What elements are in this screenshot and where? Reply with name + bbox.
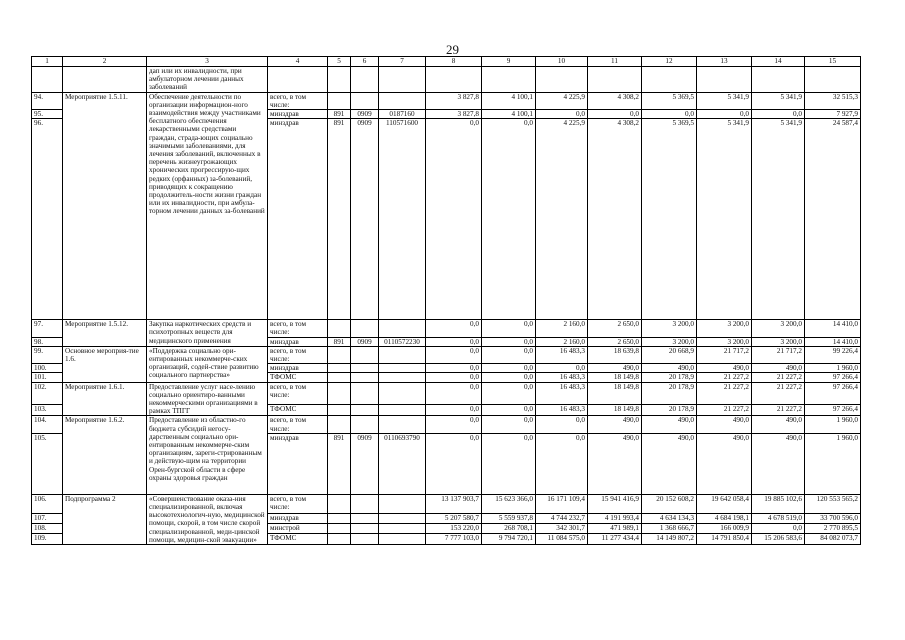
value-cell: 3 200,0: [642, 337, 697, 346]
measure-name: Основное мероприя-тие 1.6.: [63, 346, 147, 382]
table-body: [32, 57, 861, 545]
value-cell: 490,0: [642, 416, 697, 433]
code-grbs: 891: [328, 433, 351, 494]
row-number: 99.: [32, 346, 63, 363]
value-cell: 21 227,2: [697, 382, 752, 405]
cell-empty: [351, 67, 379, 93]
code-target: [379, 346, 426, 363]
row-number: 106.: [32, 494, 63, 513]
code-target: [379, 513, 426, 523]
value-cell: 4 100,1: [482, 110, 536, 119]
value-cell: 490,0: [752, 416, 805, 433]
value-cell: 1 960,0: [805, 433, 861, 494]
value-cell: 21 717,2: [752, 346, 805, 363]
value-cell: 0,0: [482, 337, 536, 346]
value-cell: 11 084 575,0: [536, 534, 588, 545]
value-cell: 4 308,2: [588, 119, 642, 320]
value-cell: 0,0: [426, 373, 482, 382]
measure-name: Мероприятие 1.6.1.: [63, 382, 147, 416]
value-cell: 24 587,4: [805, 119, 861, 320]
header-cell: 13: [697, 57, 752, 67]
code-target: 110571600: [379, 119, 426, 320]
value-cell: 2 160,0: [536, 320, 588, 337]
value-cell: 4 634 134,3: [642, 513, 697, 523]
row-number: 102.: [32, 382, 63, 405]
source-cell: минздрав: [268, 119, 328, 320]
row-number: 98.: [32, 337, 63, 346]
measure-description: «Поддержка социально ори-ентированных некоммерче-ских организаций, содей-ствие развитию социального партнерства»: [147, 346, 268, 382]
value-cell: 3 200,0: [697, 320, 752, 337]
value-cell: 14 410,0: [805, 337, 861, 346]
code-grbs: [328, 513, 351, 523]
value-cell: 0,0: [426, 119, 482, 320]
header-cell: 12: [642, 57, 697, 67]
value-cell: 15 941 416,9: [588, 494, 642, 513]
header-cell: 10: [536, 57, 588, 67]
code-section: [351, 523, 379, 533]
cell-empty: [805, 67, 861, 93]
cell-empty: [268, 67, 328, 93]
row-number: 107.: [32, 513, 63, 523]
code-section: 0909: [351, 119, 379, 320]
value-cell: 0,0: [752, 523, 805, 533]
value-cell: 1 368 666,7: [642, 523, 697, 533]
value-cell: 0,0: [482, 382, 536, 405]
value-cell: 4 744 232,7: [536, 513, 588, 523]
code-target: [379, 382, 426, 405]
value-cell: 19 642 058,4: [697, 494, 752, 513]
header-cell: 11: [588, 57, 642, 67]
value-cell: 490,0: [588, 364, 642, 373]
header-cell: 6: [351, 57, 379, 67]
measure-description: Предоставление из областно-го бюджета субсидий негосу-дарственным социально ори-ентированным некоммерче-ским организациям, зареги-стрированным и действую-щим на территории Орен-бургской области в сфере охраны здоровья граждан: [147, 416, 268, 494]
code-target: [379, 523, 426, 533]
code-target: 0110572230: [379, 337, 426, 346]
measure-description: Обеспечение деятельности по организации информацион-ного взаимодействия между участниками бесплатного обеспечения лекарственными средствами граждан, страда-ющих социально значимыми заболеваниями, для лечения заболеваний, включенных в перечень жизнеугрожающих хронических прогрессирую-щих редких (орфанных) за-болеваний, приводящих к сокращению продолжитель-ности жизни граждан или их инвалидности, при амбула-торном лечении данных за-болеваний: [147, 92, 268, 320]
table-row: [32, 416, 861, 433]
header-cell: 9: [482, 57, 536, 67]
value-cell: 18 149,8: [588, 405, 642, 416]
measure-name: Мероприятие 1.6.2.: [63, 416, 147, 494]
value-cell: 97 266,4: [805, 382, 861, 405]
value-cell: 0,0: [482, 364, 536, 373]
code-section: [351, 320, 379, 337]
value-cell: 14 410,0: [805, 320, 861, 337]
value-cell: 0,0: [697, 110, 752, 119]
value-cell: 18 639,8: [588, 346, 642, 363]
value-cell: 2 650,0: [588, 337, 642, 346]
code-target: 0110693790: [379, 433, 426, 494]
value-cell: 0,0: [536, 110, 588, 119]
value-cell: 490,0: [752, 433, 805, 494]
value-cell: 490,0: [752, 364, 805, 373]
code-grbs: [328, 364, 351, 373]
table-row: [32, 92, 861, 109]
value-cell: 33 700 596,0: [805, 513, 861, 523]
cell-empty: [482, 67, 536, 93]
source-cell: ТФОМС: [268, 534, 328, 545]
row-number: 100.: [32, 364, 63, 373]
code-grbs: [328, 405, 351, 416]
value-cell: 0,0: [752, 110, 805, 119]
value-cell: 4 684 198,1: [697, 513, 752, 523]
value-cell: 99 226,4: [805, 346, 861, 363]
value-cell: 7 927,9: [805, 110, 861, 119]
code-section: 0909: [351, 110, 379, 119]
value-cell: 268 708,1: [482, 523, 536, 533]
value-cell: 2 160,0: [536, 337, 588, 346]
code-grbs: [328, 416, 351, 433]
value-cell: 0,0: [588, 110, 642, 119]
row-number: 109.: [32, 534, 63, 545]
header-cell: 4: [268, 57, 328, 67]
code-grbs: [328, 346, 351, 363]
value-cell: 0,0: [482, 346, 536, 363]
cell-empty: [697, 67, 752, 93]
value-cell: 21 227,2: [752, 373, 805, 382]
code-section: [351, 373, 379, 382]
cell-empty: [328, 67, 351, 93]
source-cell: минздрав: [268, 337, 328, 346]
cell-empty: [426, 67, 482, 93]
value-cell: 490,0: [697, 433, 752, 494]
code-target: [379, 92, 426, 109]
value-cell: 5 369,5: [642, 119, 697, 320]
value-cell: 490,0: [588, 416, 642, 433]
cell-empty: [536, 67, 588, 93]
value-cell: 471 989,1: [588, 523, 642, 533]
value-cell: 5 341,9: [752, 92, 805, 109]
value-cell: 0,0: [482, 416, 536, 433]
header-cell: 14: [752, 57, 805, 67]
value-cell: 21 227,2: [752, 405, 805, 416]
value-cell: 0,0: [482, 373, 536, 382]
code-grbs: [328, 534, 351, 545]
value-cell: 14 149 807,2: [642, 534, 697, 545]
table-row: [32, 382, 861, 405]
row-number: 105.: [32, 433, 63, 494]
code-target: [379, 373, 426, 382]
measure-name: Подпрограмма 2: [63, 494, 147, 544]
header-cell: 5: [328, 57, 351, 67]
value-cell: 0,0: [536, 364, 588, 373]
value-cell: 20 152 608,2: [642, 494, 697, 513]
row-number: 97.: [32, 320, 63, 337]
value-cell: 5 341,9: [752, 119, 805, 320]
value-cell: 3 200,0: [752, 320, 805, 337]
value-cell: 153 220,0: [426, 523, 482, 533]
code-grbs: [328, 92, 351, 109]
value-cell: 16 483,3: [536, 382, 588, 405]
value-cell: 20 178,9: [642, 373, 697, 382]
value-cell: 490,0: [697, 416, 752, 433]
source-cell: всего, в том числе:: [268, 494, 328, 513]
header-row: [32, 57, 861, 67]
code-grbs: 891: [328, 110, 351, 119]
value-cell: 4 191 993,4: [588, 513, 642, 523]
row-number: 94.: [32, 92, 63, 109]
value-cell: 0,0: [482, 405, 536, 416]
value-cell: 0,0: [426, 320, 482, 337]
value-cell: 84 082 073,7: [805, 534, 861, 545]
measure-description: Закупка наркотических средств и психотропных веществ для медицинского применения: [147, 320, 268, 347]
value-cell: 21 227,2: [697, 405, 752, 416]
measure-name: Мероприятие 1.5.12.: [63, 320, 147, 347]
value-cell: 14 791 850,4: [697, 534, 752, 545]
row-number: 104.: [32, 416, 63, 433]
value-cell: 15 206 583,6: [752, 534, 805, 545]
row-number: 95.: [32, 110, 63, 119]
value-cell: 16 171 109,4: [536, 494, 588, 513]
value-cell: 490,0: [642, 364, 697, 373]
table-row: [32, 67, 861, 93]
value-cell: 2 650,0: [588, 320, 642, 337]
value-cell: 5 369,5: [642, 92, 697, 109]
header-cell: 3: [147, 57, 268, 67]
value-cell: 16 483,3: [536, 346, 588, 363]
value-cell: 0,0: [426, 416, 482, 433]
source-cell: всего, в том числе:: [268, 346, 328, 363]
value-cell: 20 178,9: [642, 405, 697, 416]
code-section: [351, 92, 379, 109]
code-section: [351, 534, 379, 545]
value-cell: 21 717,2: [697, 346, 752, 363]
code-target: [379, 405, 426, 416]
source-cell: минздрав: [268, 110, 328, 119]
value-cell: 4 225,9: [536, 119, 588, 320]
value-cell: 20 178,9: [642, 382, 697, 405]
value-cell: 5 341,9: [697, 119, 752, 320]
value-cell: 0,0: [426, 433, 482, 494]
code-section: [351, 416, 379, 433]
source-cell: минстрой: [268, 523, 328, 533]
code-grbs: [328, 523, 351, 533]
code-section: [351, 513, 379, 523]
value-cell: 9 794 720,1: [482, 534, 536, 545]
value-cell: 0,0: [426, 337, 482, 346]
measure-description: «Совершенствование оказа-ния специализированной, включая высокотехнологич-ную, медицинской помощи, скорой, в том числе скорой специализированной, меди-цинской помощи, медицин-ской эвакуации»: [147, 494, 268, 544]
value-cell: 0,0: [482, 320, 536, 337]
row-number: 101.: [32, 373, 63, 382]
source-cell: всего, в том числе:: [268, 416, 328, 433]
budget-table: [31, 56, 861, 545]
value-cell: 490,0: [697, 364, 752, 373]
cell-description: дап или их инвалидности, при амбулаторном лечении данных заболеваний: [147, 67, 268, 93]
value-cell: 11 277 434,4: [588, 534, 642, 545]
code-grbs: [328, 373, 351, 382]
value-cell: 4 678 519,0: [752, 513, 805, 523]
value-cell: 5 341,9: [697, 92, 752, 109]
code-section: [351, 405, 379, 416]
source-cell: ТФОМС: [268, 405, 328, 416]
value-cell: 166 009,9: [697, 523, 752, 533]
code-grbs: 891: [328, 337, 351, 346]
source-cell: минздрав: [268, 364, 328, 373]
cell-name: [63, 67, 147, 93]
table-row: [32, 320, 861, 337]
value-cell: 490,0: [642, 433, 697, 494]
value-cell: 0,0: [536, 416, 588, 433]
value-cell: 0,0: [426, 382, 482, 405]
value-cell: 0,0: [642, 110, 697, 119]
value-cell: 97 266,4: [805, 373, 861, 382]
value-cell: 342 301,7: [536, 523, 588, 533]
value-cell: 97 266,4: [805, 405, 861, 416]
source-cell: всего, в том числе:: [268, 92, 328, 109]
table-row: [32, 346, 861, 363]
source-cell: минздрав: [268, 513, 328, 523]
code-target: 0187160: [379, 110, 426, 119]
code-section: [351, 494, 379, 513]
code-section: 0909: [351, 337, 379, 346]
source-cell: всего, в том числе:: [268, 320, 328, 337]
cell-empty: [752, 67, 805, 93]
value-cell: 3 827,8: [426, 110, 482, 119]
value-cell: 4 308,2: [588, 92, 642, 109]
value-cell: 0,0: [426, 405, 482, 416]
value-cell: 16 483,3: [536, 405, 588, 416]
value-cell: 7 777 103,0: [426, 534, 482, 545]
code-target: [379, 416, 426, 433]
value-cell: 4 100,1: [482, 92, 536, 109]
code-section: [351, 364, 379, 373]
measure-name: Мероприятие 1.5.11.: [63, 92, 147, 320]
value-cell: 5 207 580,7: [426, 513, 482, 523]
cell-empty: [588, 67, 642, 93]
header-cell: 1: [32, 57, 63, 67]
code-target: [379, 320, 426, 337]
code-grbs: [328, 382, 351, 405]
value-cell: 13 137 903,7: [426, 494, 482, 513]
code-target: [379, 494, 426, 513]
code-grbs: 891: [328, 119, 351, 320]
value-cell: 3 200,0: [752, 337, 805, 346]
value-cell: 16 483,3: [536, 373, 588, 382]
cell-empty: [642, 67, 697, 93]
source-cell: ТФОМС: [268, 373, 328, 382]
value-cell: 1 960,0: [805, 416, 861, 433]
value-cell: 5 559 937,8: [482, 513, 536, 523]
value-cell: 0,0: [482, 433, 536, 494]
value-cell: 1 960,0: [805, 364, 861, 373]
header-cell: 7: [379, 57, 426, 67]
header-cell: 8: [426, 57, 482, 67]
value-cell: 0,0: [426, 346, 482, 363]
value-cell: 3 200,0: [642, 320, 697, 337]
row-number: 103.: [32, 405, 63, 416]
header-cell: 15: [805, 57, 861, 67]
value-cell: 120 553 565,2: [805, 494, 861, 513]
value-cell: 18 149,8: [588, 373, 642, 382]
value-cell: 3 200,0: [697, 337, 752, 346]
source-cell: минздрав: [268, 433, 328, 494]
source-cell: всего, в том числе:: [268, 382, 328, 405]
cell-no: [32, 67, 63, 93]
value-cell: 3 827,8: [426, 92, 482, 109]
code-grbs: [328, 320, 351, 337]
value-cell: 0,0: [482, 119, 536, 320]
value-cell: 4 225,9: [536, 92, 588, 109]
value-cell: 32 515,3: [805, 92, 861, 109]
code-section: [351, 346, 379, 363]
value-cell: 19 885 102,6: [752, 494, 805, 513]
code-section: [351, 382, 379, 405]
code-section: 0909: [351, 433, 379, 494]
value-cell: 490,0: [588, 433, 642, 494]
code-grbs: [328, 494, 351, 513]
cell-empty: [379, 67, 426, 93]
measure-description: Предоставление услуг насе-лению социально ориентиро-ванными некоммерческими организациями в рамках ТПГГ: [147, 382, 268, 416]
header-cell: 2: [63, 57, 147, 67]
value-cell: 21 227,2: [752, 382, 805, 405]
value-cell: 0,0: [426, 364, 482, 373]
value-cell: 18 149,8: [588, 382, 642, 405]
value-cell: 0,0: [536, 433, 588, 494]
value-cell: 15 623 366,0: [482, 494, 536, 513]
page-number: 29: [446, 42, 459, 57]
code-target: [379, 534, 426, 545]
value-cell: 20 668,9: [642, 346, 697, 363]
value-cell: 2 770 895,5: [805, 523, 861, 533]
row-number: 96.: [32, 119, 63, 320]
code-target: [379, 364, 426, 373]
value-cell: 21 227,2: [697, 373, 752, 382]
table-row: [32, 494, 861, 513]
row-number: 108.: [32, 523, 63, 533]
